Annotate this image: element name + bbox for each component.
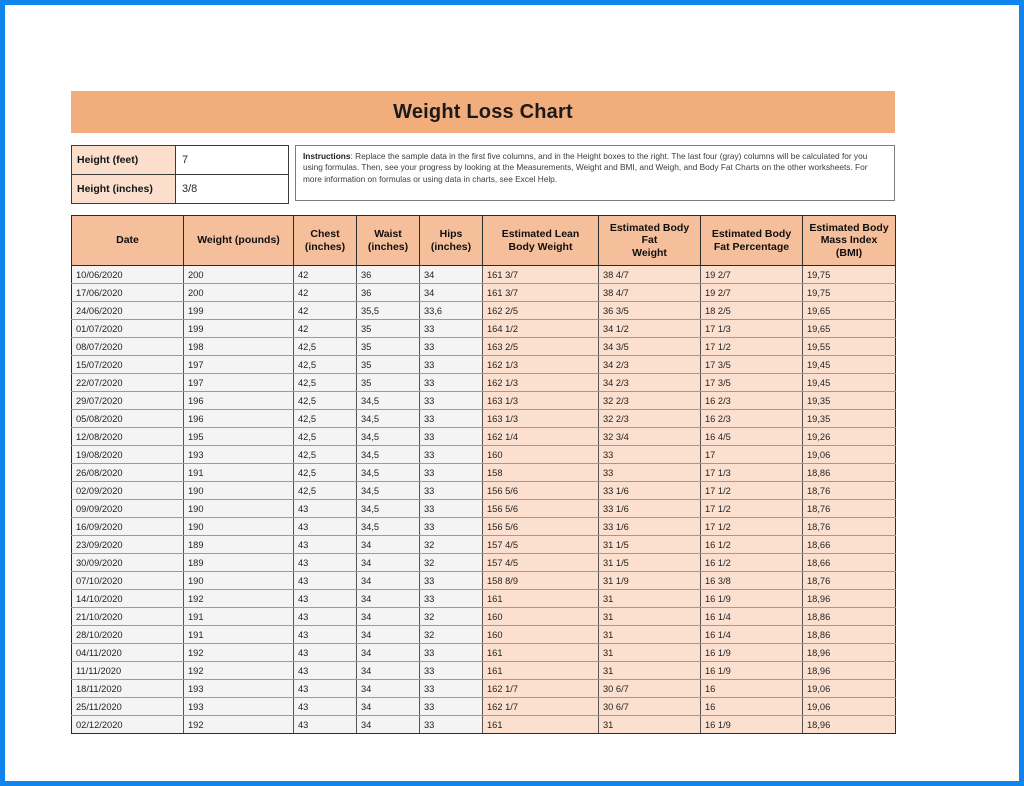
cell-estimated-body-fat-weight[interactable]: 33 1/6 (599, 500, 701, 518)
cell-estimated-body-mass-index-bmi[interactable]: 18,76 (803, 518, 896, 536)
cell-estimated-body-fat-percentage[interactable]: 17 1/3 (701, 320, 803, 338)
cell-chest-inches[interactable]: 42 (294, 266, 357, 284)
cell-hips-inches[interactable]: 32 (420, 554, 483, 572)
cell-weight-pounds[interactable]: 190 (184, 482, 294, 500)
cell-weight-pounds[interactable]: 195 (184, 428, 294, 446)
column-header-estimated-body-fat-percentage[interactable]: Estimated Body Fat Percentage (701, 216, 803, 266)
cell-estimated-lean-body-weight[interactable]: 157 4/5 (483, 536, 599, 554)
cell-estimated-body-mass-index-bmi[interactable]: 19,35 (803, 392, 896, 410)
cell-chest-inches[interactable]: 42 (294, 284, 357, 302)
cell-estimated-body-fat-weight[interactable]: 31 (599, 626, 701, 644)
cell-estimated-body-mass-index-bmi[interactable]: 19,35 (803, 410, 896, 428)
cell-estimated-lean-body-weight[interactable]: 156 5/6 (483, 500, 599, 518)
table-row (72, 680, 896, 698)
cell-date[interactable]: 21/10/2020 (72, 608, 184, 626)
cell-estimated-body-mass-index-bmi[interactable]: 18,96 (803, 590, 896, 608)
height-inches-input[interactable]: 3/8 (176, 175, 288, 203)
cell-estimated-body-fat-weight[interactable]: 31 (599, 644, 701, 662)
cell-estimated-body-fat-percentage[interactable]: 16 1/4 (701, 626, 803, 644)
cell-estimated-body-mass-index-bmi[interactable]: 18,76 (803, 482, 896, 500)
cell-hips-inches[interactable]: 33 (420, 410, 483, 428)
cell-estimated-body-mass-index-bmi[interactable]: 19,55 (803, 338, 896, 356)
cell-estimated-body-fat-percentage[interactable]: 16 1/2 (701, 554, 803, 572)
table-row (72, 410, 896, 428)
cell-estimated-body-fat-percentage[interactable]: 16 (701, 680, 803, 698)
cell-hips-inches[interactable]: 33 (420, 500, 483, 518)
cell-estimated-body-fat-weight[interactable]: 32 3/4 (599, 428, 701, 446)
cell-chest-inches[interactable]: 42,5 (294, 374, 357, 392)
cell-weight-pounds[interactable]: 193 (184, 680, 294, 698)
cell-chest-inches[interactable]: 43 (294, 590, 357, 608)
cell-estimated-body-fat-weight[interactable]: 33 1/6 (599, 482, 701, 500)
cell-waist-inches[interactable]: 35 (357, 338, 420, 356)
cell-estimated-body-mass-index-bmi[interactable]: 18,66 (803, 536, 896, 554)
cell-waist-inches[interactable]: 34 (357, 572, 420, 590)
cell-waist-inches[interactable]: 35 (357, 356, 420, 374)
cell-waist-inches[interactable]: 34 (357, 590, 420, 608)
cell-estimated-lean-body-weight[interactable]: 160 (483, 446, 599, 464)
column-header-chest-inches[interactable]: Chest (inches) (294, 216, 357, 266)
cell-chest-inches[interactable]: 42,5 (294, 482, 357, 500)
cell-date[interactable]: 05/08/2020 (72, 410, 184, 428)
cell-estimated-body-fat-percentage[interactable]: 16 1/9 (701, 716, 803, 734)
cell-weight-pounds[interactable]: 192 (184, 662, 294, 680)
cell-date[interactable]: 14/10/2020 (72, 590, 184, 608)
title-banner (71, 91, 895, 133)
page-title: Weight Loss Chart (393, 100, 573, 123)
table-row (72, 338, 896, 356)
cell-estimated-body-fat-weight[interactable]: 33 (599, 446, 701, 464)
cell-estimated-body-fat-weight[interactable]: 34 2/3 (599, 356, 701, 374)
cell-estimated-body-fat-percentage[interactable]: 17 (701, 446, 803, 464)
cell-estimated-lean-body-weight[interactable]: 161 3/7 (483, 284, 599, 302)
cell-estimated-body-mass-index-bmi[interactable]: 19,65 (803, 302, 896, 320)
cell-chest-inches[interactable]: 43 (294, 518, 357, 536)
cell-chest-inches[interactable]: 42,5 (294, 428, 357, 446)
weight-loss-table (71, 215, 896, 734)
cell-hips-inches[interactable]: 32 (420, 626, 483, 644)
table-row (72, 536, 896, 554)
cell-date[interactable]: 09/09/2020 (72, 500, 184, 518)
cell-hips-inches[interactable]: 33 (420, 572, 483, 590)
cell-estimated-body-fat-percentage[interactable]: 17 1/3 (701, 464, 803, 482)
cell-date[interactable]: 25/11/2020 (72, 698, 184, 716)
cell-chest-inches[interactable]: 42 (294, 302, 357, 320)
cell-waist-inches[interactable]: 34,5 (357, 410, 420, 428)
table-row (72, 554, 896, 572)
cell-estimated-lean-body-weight[interactable]: 158 8/9 (483, 572, 599, 590)
cell-chest-inches[interactable]: 43 (294, 626, 357, 644)
cell-chest-inches[interactable]: 43 (294, 644, 357, 662)
cell-estimated-lean-body-weight[interactable]: 162 2/5 (483, 302, 599, 320)
column-header-date[interactable]: Date (72, 216, 184, 266)
cell-date[interactable]: 19/08/2020 (72, 446, 184, 464)
cell-waist-inches[interactable]: 34 (357, 698, 420, 716)
cell-waist-inches[interactable]: 34,5 (357, 482, 420, 500)
cell-date[interactable]: 29/07/2020 (72, 392, 184, 410)
cell-estimated-lean-body-weight[interactable]: 162 1/4 (483, 428, 599, 446)
cell-estimated-body-mass-index-bmi[interactable]: 19,26 (803, 428, 896, 446)
cell-date[interactable]: 24/06/2020 (72, 302, 184, 320)
table-body (72, 266, 896, 734)
cell-waist-inches[interactable]: 34,5 (357, 428, 420, 446)
table-row (72, 302, 896, 320)
table-row (72, 662, 896, 680)
table-row (72, 356, 896, 374)
worksheet (71, 91, 895, 734)
cell-estimated-body-mass-index-bmi[interactable]: 18,86 (803, 626, 896, 644)
height-feet-row (72, 146, 288, 175)
cell-estimated-body-mass-index-bmi[interactable]: 19,45 (803, 374, 896, 392)
cell-hips-inches[interactable]: 33 (420, 392, 483, 410)
cell-weight-pounds[interactable]: 192 (184, 644, 294, 662)
cell-estimated-lean-body-weight[interactable]: 163 1/3 (483, 410, 599, 428)
cell-estimated-body-fat-percentage[interactable]: 16 4/5 (701, 428, 803, 446)
cell-estimated-lean-body-weight[interactable]: 156 5/6 (483, 518, 599, 536)
cell-estimated-body-fat-weight[interactable]: 31 (599, 608, 701, 626)
table-row (72, 284, 896, 302)
cell-date[interactable]: 18/11/2020 (72, 680, 184, 698)
cell-date[interactable]: 02/09/2020 (72, 482, 184, 500)
cell-weight-pounds[interactable]: 197 (184, 374, 294, 392)
cell-weight-pounds[interactable]: 189 (184, 536, 294, 554)
cell-estimated-body-fat-weight[interactable]: 38 4/7 (599, 284, 701, 302)
cell-estimated-lean-body-weight[interactable]: 163 1/3 (483, 392, 599, 410)
instructions-box (295, 145, 895, 201)
cell-estimated-body-fat-weight[interactable]: 30 6/7 (599, 680, 701, 698)
cell-hips-inches[interactable]: 33 (420, 446, 483, 464)
cell-chest-inches[interactable]: 43 (294, 554, 357, 572)
cell-hips-inches[interactable]: 33 (420, 338, 483, 356)
cell-estimated-body-mass-index-bmi[interactable]: 18,66 (803, 554, 896, 572)
cell-estimated-body-fat-percentage[interactable]: 16 2/3 (701, 410, 803, 428)
cell-chest-inches[interactable]: 43 (294, 572, 357, 590)
cell-weight-pounds[interactable]: 200 (184, 284, 294, 302)
cell-estimated-body-mass-index-bmi[interactable]: 18,96 (803, 716, 896, 734)
instructions-text: : Replace the sample data in the first five columns, and in the Height boxes to the right. The last four (gray) columns will be calculated for you using formulas. Then, see your progress by looking at the Measurements, Weight and BMI, and Weigh, and Body Fat Charts on the other worksheets. For more information on formulas or using data in charts, see Excel Help. (303, 151, 868, 184)
cell-estimated-body-fat-weight[interactable]: 34 3/5 (599, 338, 701, 356)
cell-hips-inches[interactable]: 33 (420, 320, 483, 338)
cell-estimated-body-mass-index-bmi[interactable]: 19,06 (803, 680, 896, 698)
table-row (72, 392, 896, 410)
table-row (72, 608, 896, 626)
table-row (72, 374, 896, 392)
cell-weight-pounds[interactable]: 196 (184, 410, 294, 428)
cell-date[interactable]: 16/09/2020 (72, 518, 184, 536)
cell-waist-inches[interactable]: 34 (357, 554, 420, 572)
cell-waist-inches[interactable]: 34 (357, 644, 420, 662)
cell-hips-inches[interactable]: 33 (420, 680, 483, 698)
cell-estimated-body-fat-weight[interactable]: 34 1/2 (599, 320, 701, 338)
cell-date[interactable]: 30/09/2020 (72, 554, 184, 572)
cell-weight-pounds[interactable]: 191 (184, 464, 294, 482)
cell-date[interactable]: 02/12/2020 (72, 716, 184, 734)
cell-hips-inches[interactable]: 32 (420, 536, 483, 554)
table-row (72, 428, 896, 446)
cell-estimated-body-mass-index-bmi[interactable]: 18,96 (803, 662, 896, 680)
cell-estimated-body-fat-weight[interactable]: 31 1/5 (599, 554, 701, 572)
table-row (72, 644, 896, 662)
height-inches-label: Height (inches) (72, 175, 176, 203)
table-row (72, 482, 896, 500)
cell-estimated-lean-body-weight[interactable]: 162 1/3 (483, 356, 599, 374)
column-header-waist-inches[interactable]: Waist (inches) (357, 216, 420, 266)
cell-estimated-lean-body-weight[interactable]: 161 (483, 662, 599, 680)
cell-date[interactable]: 22/07/2020 (72, 374, 184, 392)
cell-date[interactable]: 01/07/2020 (72, 320, 184, 338)
cell-estimated-body-mass-index-bmi[interactable]: 19,75 (803, 284, 896, 302)
cell-estimated-body-mass-index-bmi[interactable]: 18,96 (803, 644, 896, 662)
cell-waist-inches[interactable]: 34 (357, 716, 420, 734)
cell-chest-inches[interactable]: 42,5 (294, 446, 357, 464)
cell-waist-inches[interactable]: 36 (357, 284, 420, 302)
cell-estimated-body-fat-weight[interactable]: 31 (599, 716, 701, 734)
cell-estimated-body-fat-percentage[interactable]: 16 1/9 (701, 590, 803, 608)
cell-estimated-lean-body-weight[interactable]: 161 (483, 716, 599, 734)
cell-date[interactable]: 12/08/2020 (72, 428, 184, 446)
cell-estimated-body-mass-index-bmi[interactable]: 19,65 (803, 320, 896, 338)
cell-estimated-body-fat-percentage[interactable]: 16 1/4 (701, 608, 803, 626)
cell-estimated-body-fat-weight[interactable]: 33 (599, 464, 701, 482)
cell-date[interactable]: 07/10/2020 (72, 572, 184, 590)
cell-chest-inches[interactable]: 43 (294, 608, 357, 626)
cell-weight-pounds[interactable]: 190 (184, 500, 294, 518)
cell-waist-inches[interactable]: 34,5 (357, 446, 420, 464)
cell-estimated-body-fat-weight[interactable]: 38 4/7 (599, 266, 701, 284)
cell-estimated-body-mass-index-bmi[interactable]: 18,86 (803, 608, 896, 626)
cell-estimated-body-fat-weight[interactable]: 34 2/3 (599, 374, 701, 392)
cell-estimated-body-fat-weight[interactable]: 31 1/9 (599, 572, 701, 590)
table-row (72, 446, 896, 464)
column-header-hips-inches[interactable]: Hips (inches) (420, 216, 483, 266)
cell-waist-inches[interactable]: 34 (357, 626, 420, 644)
cell-chest-inches[interactable]: 42,5 (294, 356, 357, 374)
column-header-estimated-body-fat-weight[interactable]: Estimated Body Fat Weight (599, 216, 701, 266)
cell-estimated-body-fat-weight[interactable]: 31 1/5 (599, 536, 701, 554)
cell-estimated-body-fat-percentage[interactable]: 17 1/2 (701, 482, 803, 500)
cell-estimated-body-mass-index-bmi[interactable]: 19,45 (803, 356, 896, 374)
cell-estimated-body-fat-percentage[interactable]: 16 2/3 (701, 392, 803, 410)
cell-date[interactable]: 26/08/2020 (72, 464, 184, 482)
cell-chest-inches[interactable]: 42 (294, 320, 357, 338)
column-header-estimated-body-mass-index-bmi[interactable]: Estimated Body Mass Index (BMI) (803, 216, 896, 266)
cell-estimated-body-fat-percentage[interactable]: 19 2/7 (701, 266, 803, 284)
table-row (72, 500, 896, 518)
cell-estimated-body-fat-weight[interactable]: 31 (599, 662, 701, 680)
cell-hips-inches[interactable]: 33 (420, 698, 483, 716)
cell-chest-inches[interactable]: 42,5 (294, 338, 357, 356)
table-row (72, 320, 896, 338)
cell-date[interactable]: 28/10/2020 (72, 626, 184, 644)
cell-date[interactable]: 04/11/2020 (72, 644, 184, 662)
cell-estimated-body-fat-weight[interactable]: 31 (599, 590, 701, 608)
cell-hips-inches[interactable]: 33 (420, 356, 483, 374)
cell-hips-inches[interactable]: 33 (420, 662, 483, 680)
cell-estimated-body-mass-index-bmi[interactable]: 18,76 (803, 572, 896, 590)
cell-estimated-body-fat-weight[interactable]: 32 2/3 (599, 410, 701, 428)
cell-estimated-body-fat-weight[interactable]: 33 1/6 (599, 518, 701, 536)
cell-hips-inches[interactable]: 33 (420, 518, 483, 536)
cell-estimated-body-fat-percentage[interactable]: 16 (701, 698, 803, 716)
height-input-box (71, 145, 289, 204)
cell-estimated-body-fat-weight[interactable]: 36 3/5 (599, 302, 701, 320)
table-header-row (72, 216, 896, 266)
cell-waist-inches[interactable]: 34,5 (357, 464, 420, 482)
table-row (72, 716, 896, 734)
cell-weight-pounds[interactable]: 197 (184, 356, 294, 374)
cell-estimated-body-fat-percentage[interactable]: 17 1/2 (701, 338, 803, 356)
cell-chest-inches[interactable]: 43 (294, 698, 357, 716)
cell-estimated-body-fat-percentage[interactable]: 19 2/7 (701, 284, 803, 302)
cell-estimated-body-fat-percentage[interactable]: 17 1/2 (701, 518, 803, 536)
cell-estimated-lean-body-weight[interactable]: 161 (483, 644, 599, 662)
cell-hips-inches[interactable]: 33 (420, 464, 483, 482)
table-row (72, 590, 896, 608)
cell-estimated-lean-body-weight[interactable]: 162 1/7 (483, 680, 599, 698)
cell-weight-pounds[interactable]: 191 (184, 626, 294, 644)
cell-weight-pounds[interactable]: 192 (184, 590, 294, 608)
cell-waist-inches[interactable]: 34,5 (357, 392, 420, 410)
cell-estimated-lean-body-weight[interactable]: 164 1/2 (483, 320, 599, 338)
cell-waist-inches[interactable]: 34,5 (357, 518, 420, 536)
cell-estimated-lean-body-weight[interactable]: 158 (483, 464, 599, 482)
cell-weight-pounds[interactable]: 191 (184, 608, 294, 626)
cell-chest-inches[interactable]: 42,5 (294, 410, 357, 428)
cell-weight-pounds[interactable]: 190 (184, 518, 294, 536)
cell-waist-inches[interactable]: 34 (357, 662, 420, 680)
cell-chest-inches[interactable]: 43 (294, 536, 357, 554)
cell-estimated-lean-body-weight[interactable]: 157 4/5 (483, 554, 599, 572)
cell-date[interactable]: 17/06/2020 (72, 284, 184, 302)
cell-hips-inches[interactable]: 33 (420, 590, 483, 608)
cell-weight-pounds[interactable]: 189 (184, 554, 294, 572)
table-row (72, 572, 896, 590)
cell-weight-pounds[interactable]: 192 (184, 716, 294, 734)
cell-hips-inches[interactable]: 33,6 (420, 302, 483, 320)
cell-estimated-lean-body-weight[interactable]: 156 5/6 (483, 482, 599, 500)
cell-date[interactable]: 10/06/2020 (72, 266, 184, 284)
cell-chest-inches[interactable]: 42,5 (294, 464, 357, 482)
cell-estimated-lean-body-weight[interactable]: 160 (483, 626, 599, 644)
cell-waist-inches[interactable]: 34,5 (357, 500, 420, 518)
table-header (72, 216, 896, 266)
cell-estimated-body-mass-index-bmi[interactable]: 18,86 (803, 464, 896, 482)
cell-waist-inches[interactable]: 35 (357, 320, 420, 338)
cell-estimated-body-fat-percentage[interactable]: 17 3/5 (701, 356, 803, 374)
table-row (72, 518, 896, 536)
cell-hips-inches[interactable]: 32 (420, 608, 483, 626)
info-band (71, 145, 895, 204)
cell-date[interactable]: 15/07/2020 (72, 356, 184, 374)
cell-chest-inches[interactable]: 43 (294, 716, 357, 734)
table-row (72, 266, 896, 284)
cell-estimated-body-fat-percentage[interactable]: 16 3/8 (701, 572, 803, 590)
cell-weight-pounds[interactable]: 196 (184, 392, 294, 410)
cell-weight-pounds[interactable]: 200 (184, 266, 294, 284)
cell-estimated-lean-body-weight[interactable]: 161 3/7 (483, 266, 599, 284)
cell-chest-inches[interactable]: 43 (294, 680, 357, 698)
cell-estimated-lean-body-weight[interactable]: 163 2/5 (483, 338, 599, 356)
cell-estimated-body-fat-percentage[interactable]: 16 1/9 (701, 662, 803, 680)
cell-estimated-body-mass-index-bmi[interactable]: 19,75 (803, 266, 896, 284)
cell-chest-inches[interactable]: 42,5 (294, 392, 357, 410)
height-inches-row (72, 175, 288, 203)
cell-hips-inches[interactable]: 34 (420, 266, 483, 284)
cell-estimated-body-mass-index-bmi[interactable]: 18,76 (803, 500, 896, 518)
cell-estimated-lean-body-weight[interactable]: 161 (483, 590, 599, 608)
column-header-weight-pounds[interactable]: Weight (pounds) (184, 216, 294, 266)
cell-weight-pounds[interactable]: 193 (184, 446, 294, 464)
cell-weight-pounds[interactable]: 199 (184, 302, 294, 320)
height-feet-input[interactable]: 7 (176, 146, 288, 174)
cell-hips-inches[interactable]: 33 (420, 482, 483, 500)
cell-estimated-body-fat-percentage[interactable]: 18 2/5 (701, 302, 803, 320)
instructions-lead: Instructions (303, 151, 351, 161)
cell-waist-inches[interactable]: 34 (357, 536, 420, 554)
table-row (72, 464, 896, 482)
cell-hips-inches[interactable]: 33 (420, 428, 483, 446)
column-header-estimated-lean-body-weight[interactable]: Estimated Lean Body Weight (483, 216, 599, 266)
cell-estimated-lean-body-weight[interactable]: 160 (483, 608, 599, 626)
cell-waist-inches[interactable]: 34 (357, 608, 420, 626)
cell-estimated-lean-body-weight[interactable]: 162 1/7 (483, 698, 599, 716)
cell-date[interactable]: 11/11/2020 (72, 662, 184, 680)
cell-chest-inches[interactable]: 43 (294, 500, 357, 518)
cell-weight-pounds[interactable]: 199 (184, 320, 294, 338)
cell-weight-pounds[interactable]: 190 (184, 572, 294, 590)
table-row (72, 698, 896, 716)
cell-estimated-lean-body-weight[interactable]: 162 1/3 (483, 374, 599, 392)
cell-hips-inches[interactable]: 33 (420, 374, 483, 392)
cell-date[interactable]: 08/07/2020 (72, 338, 184, 356)
cell-estimated-body-fat-weight[interactable]: 32 2/3 (599, 392, 701, 410)
cell-hips-inches[interactable]: 33 (420, 644, 483, 662)
cell-estimated-body-mass-index-bmi[interactable]: 19,06 (803, 698, 896, 716)
cell-estimated-body-fat-percentage[interactable]: 17 3/5 (701, 374, 803, 392)
cell-waist-inches[interactable]: 36 (357, 266, 420, 284)
cell-estimated-body-fat-percentage[interactable]: 16 1/2 (701, 536, 803, 554)
cell-waist-inches[interactable]: 35,5 (357, 302, 420, 320)
cell-estimated-body-mass-index-bmi[interactable]: 19,06 (803, 446, 896, 464)
cell-estimated-body-fat-percentage[interactable]: 17 1/2 (701, 500, 803, 518)
cell-estimated-body-fat-weight[interactable]: 30 6/7 (599, 698, 701, 716)
cell-estimated-body-fat-percentage[interactable]: 16 1/9 (701, 644, 803, 662)
cell-waist-inches[interactable]: 34 (357, 680, 420, 698)
cell-chest-inches[interactable]: 43 (294, 662, 357, 680)
cell-weight-pounds[interactable]: 198 (184, 338, 294, 356)
table-row (72, 626, 896, 644)
cell-date[interactable]: 23/09/2020 (72, 536, 184, 554)
cell-hips-inches[interactable]: 33 (420, 716, 483, 734)
cell-weight-pounds[interactable]: 193 (184, 698, 294, 716)
height-feet-label: Height (feet) (72, 146, 176, 174)
cell-hips-inches[interactable]: 34 (420, 284, 483, 302)
cell-waist-inches[interactable]: 35 (357, 374, 420, 392)
